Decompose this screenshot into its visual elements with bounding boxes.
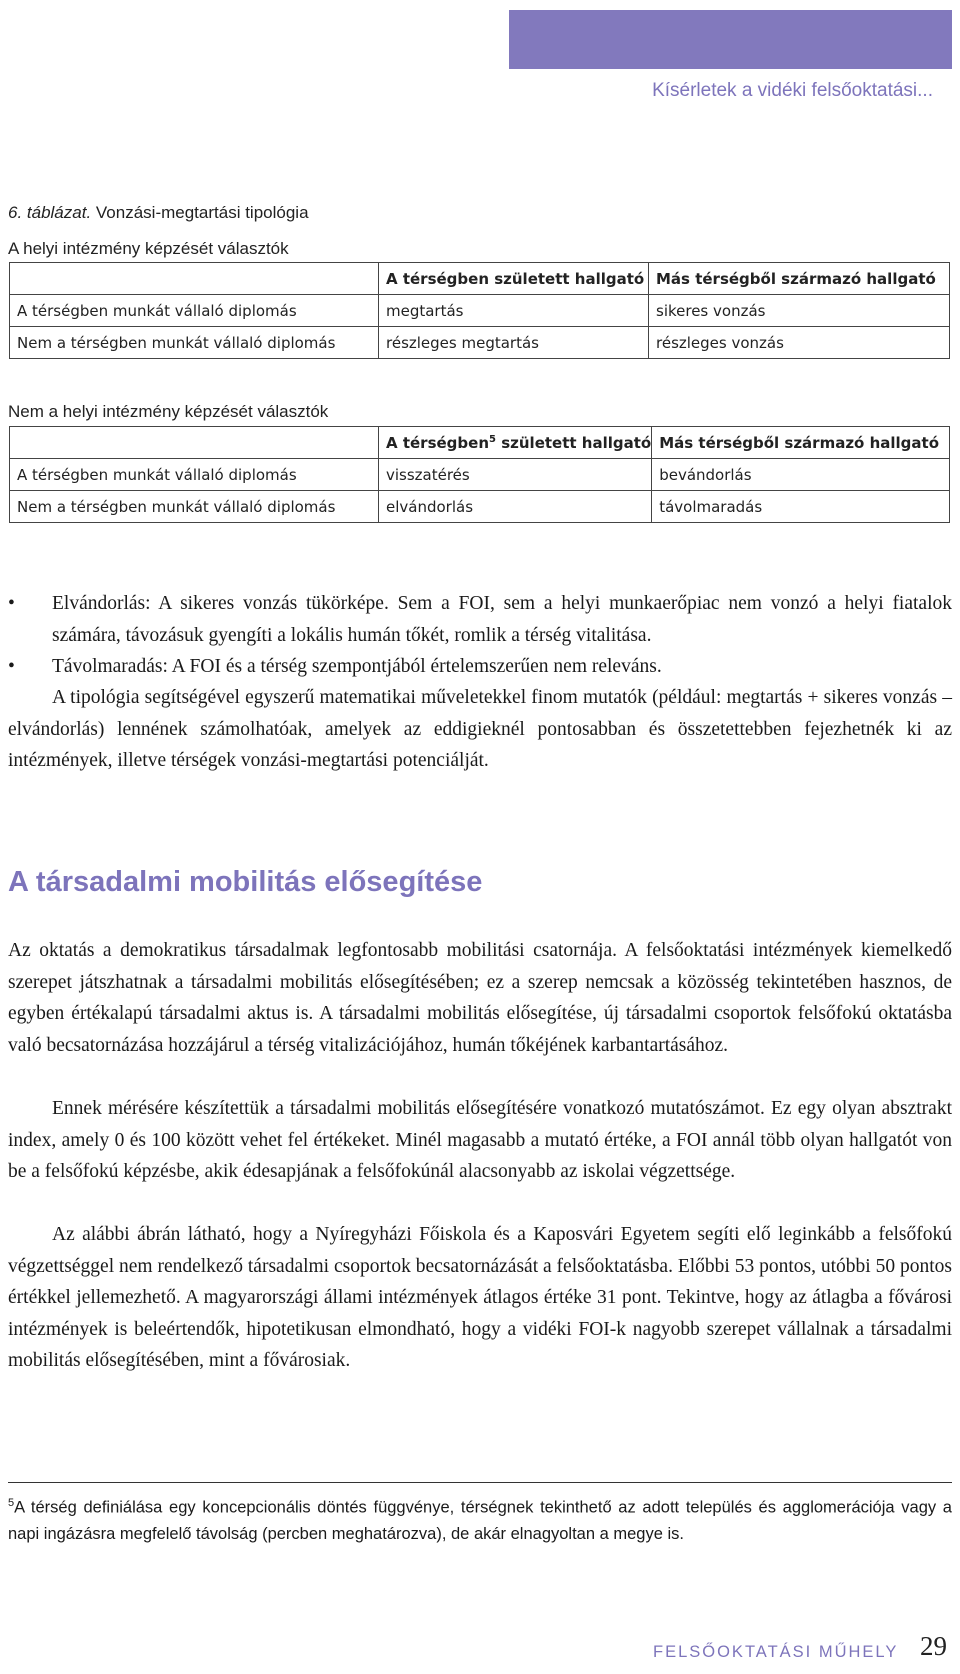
- typology-table-local: [9, 262, 950, 359]
- table-caption: [8, 203, 309, 223]
- header-color-bar: [509, 10, 952, 69]
- table-header-cell: A térségben született hallgató: [379, 263, 649, 295]
- body-paragraph: Az oktatás a demokratikus társadalmak legfontosabb mobilitási csatornája. A felsőoktatási intézmények kiemelkedő szerepet játszhatnak a társadalmi mobilitás elősegítésében; ez a szerep nemcsak a közösség tekintetében hasznos, de egyben értékalapú társadalmi aktus is. A társadalmi mobilitás elősegítése, új társadalmi csoportok felsőfokú oktatásba való becsatornázása hozzájárul a térség vitalizációjához, humán tőkéjének karbantartásához.: [8, 940, 952, 1056]
- typology-table-nonlocal: [9, 426, 950, 523]
- journal-name: FELSŐOKTATÁSI MŰHELY: [653, 1643, 899, 1661]
- section-heading: A társadalmi mobilitás elősegítése: [8, 866, 483, 898]
- table-header-cell: Más térségből származó hallgató: [649, 263, 950, 295]
- list-item: [8, 651, 952, 683]
- table-header-row: [10, 263, 950, 295]
- list-item: [8, 588, 952, 651]
- table-cell: sikeres vonzás: [649, 295, 950, 327]
- footnote-text: A térség definiálása egy koncepcionális döntés függvénye, térségnek tekinthető az adott település és agglomerációja vagy a napi ingázásra megfelelő távolság (percben meghatározva), de akár elnagyoltan a megye is.: [8, 1498, 952, 1543]
- bullet-list: [8, 588, 952, 683]
- page-number: 29: [920, 1631, 947, 1661]
- header-text: A térségben: [386, 433, 490, 452]
- table-cell: bevándorlás: [652, 459, 950, 491]
- table-row: [10, 295, 950, 327]
- table-cell: A térségben munkát vállaló diplomás: [10, 459, 379, 491]
- caption-label: 6. táblázat.: [8, 203, 92, 222]
- caption-title: Vonzási-megtartási tipológia: [95, 203, 309, 222]
- running-title: Kísérletek a vidéki felsőoktatási...: [652, 80, 933, 101]
- table2-title: Nem a helyi intézmény képzését választók: [8, 402, 329, 421]
- table-row: [10, 459, 950, 491]
- bullet-text: Elvándorlás: A sikeres vonzás tükörképe. Sem a FOI, sem a helyi munkaerőpiac nem vonzó a helyi fiatalok számára, távozásuk gyengíti a lokális humán tőkét, romlik a térség vitalitása.: [52, 593, 952, 646]
- footnote-marker: 5: [8, 1497, 15, 1509]
- header-text: született hallgató: [501, 433, 652, 452]
- table-cell: távolmaradás: [652, 491, 950, 523]
- footnote-ref[interactable]: 5: [489, 433, 496, 445]
- table-header-cell: [10, 427, 379, 459]
- table-cell: visszatérés: [379, 459, 652, 491]
- table-header-row: [10, 427, 950, 459]
- body-paragraph: Ennek mérésére készítettük a társadalmi mobilitás elősegítésére vonatkozó mutatószámot. Ez egy olyan absztrakt index, amely 0 és 100 között vehet fel értékeket. Minél magasabb a mutató értéke, a FOI annál több olyan hallgatót von be a felsőfokú képzésbe, akik édesapjának a felsőfokúnál alacsonyabb az iskolai végzettsége.: [8, 1098, 952, 1182]
- bullet-text: Távolmaradás: A FOI és a térség szempontjából értelemszerűen nem releváns.: [52, 656, 662, 677]
- table-header-cell: [10, 263, 379, 295]
- table-cell: részleges vonzás: [649, 327, 950, 359]
- body-paragraph: Az alábbi ábrán látható, hogy a Nyíregyházi Főiskola és a Kaposvári Egyetem segíti elő leginkább a felsőfokú végzettséggel nem rendelkező társadalmi csoportok becsatornázását a felsőoktatásba. Előbbi 53 pontos, utóbbi 50 pontos értékkel jellemezhető. A magyarországi állami intézmények átlagos értéke 31 pont. Tekintve, hogy az átlagba a fővárosi intézmények is beleértendők, hipotetikusan elmondható, hogy a vidéki FOI-k nagyobb szerepet vállalnak a társadalmi mobilitás elősegítésében, mint a fővárosiak.: [8, 1224, 952, 1371]
- table-cell: részleges megtartás: [379, 327, 649, 359]
- table-cell: Nem a térségben munkát vállaló diplomás: [10, 491, 379, 523]
- table-cell: Nem a térségben munkát vállaló diplomás: [10, 327, 379, 359]
- table-row: [10, 491, 950, 523]
- table-header-cell: Más térségből származó hallgató: [652, 427, 950, 459]
- table1-title: A helyi intézmény képzését választók: [8, 239, 289, 258]
- table-cell: A térségben munkát vállaló diplomás: [10, 295, 379, 327]
- footnote: [8, 1490, 952, 1547]
- body-paragraph: A tipológia segítségével egyszerű matematikai műveletekkel finom mutatók (például: megtartás + sikeres vonzás – elvándorlás) lennének számolhatóak, amelyek az eddigieknél pontosabban és összetettebben fejezhetnék ki az intézmények, illetve térségek vonzási-megtartási potenciálját.: [8, 687, 952, 771]
- table-cell: elvándorlás: [379, 491, 652, 523]
- table-cell: megtartás: [379, 295, 649, 327]
- table-row: [10, 327, 950, 359]
- footnote-divider: [8, 1482, 952, 1483]
- bullet-icon: •: [8, 593, 15, 614]
- bullet-icon: •: [8, 656, 15, 677]
- table-header-cell: [379, 427, 652, 459]
